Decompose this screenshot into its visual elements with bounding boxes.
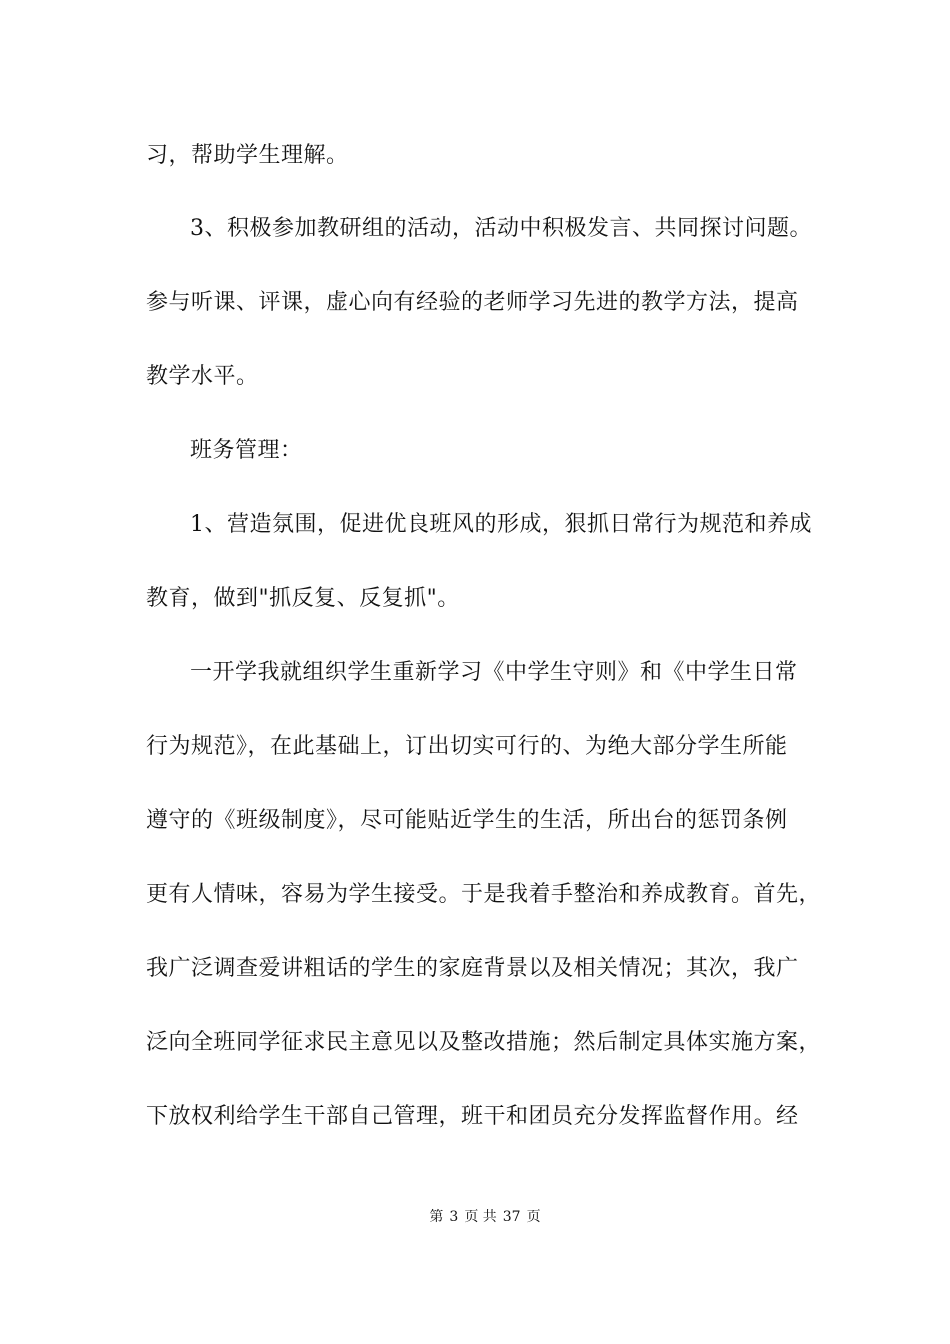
- text-line: 一开学我就组织学生重新学习《中学生守则》和《中学生日常: [190, 660, 798, 685]
- text-line: 参与听课、评课，虚心向有经验的老师学习先进的教学方法，提高: [146, 290, 799, 315]
- footer-total-pages: 37: [502, 1209, 521, 1225]
- text-line: 习，帮助学生理解。: [146, 143, 349, 168]
- text-line: 教学水平。: [146, 364, 259, 389]
- text-line: 3、积极参加教研组的活动，活动中积极发言、共同探讨问题。: [190, 216, 812, 241]
- footer-prefix: 第: [429, 1209, 444, 1225]
- text-line: 遵守的《班级制度》，尽可能贴近学生的生活，所出台的惩罚条例: [146, 808, 788, 833]
- text-line: 我广泛调查爱讲粗话的学生的家庭背景以及相关情况；其次，我广: [146, 956, 799, 981]
- text-line: 教育，做到"抓反复、反复抓"。: [146, 586, 460, 611]
- section-heading: 班务管理：: [190, 438, 303, 463]
- footer-current-page: 3: [449, 1209, 459, 1225]
- text-line: 下放权利给学生干部自己管理，班干和团员充分发挥监督作用。经: [146, 1104, 799, 1129]
- page-footer: [0, 1208, 950, 1226]
- text-line: 行为规范》，在此基础上，订出切实可行的、为绝大部分学生所能: [146, 734, 788, 759]
- text-line: 泛向全班同学征求民主意见以及整改措施；然后制定具体实施方案，: [146, 1030, 822, 1055]
- footer-suffix: 页: [526, 1209, 541, 1225]
- footer-middle: 页 共: [464, 1209, 497, 1225]
- text-line: 更有人情味，容易为学生接受。于是我着手整治和养成教育。首先，: [146, 882, 822, 907]
- text-line: 1、营造氛围，促进优良班风的形成，狠抓日常行为规范和养成: [190, 512, 812, 537]
